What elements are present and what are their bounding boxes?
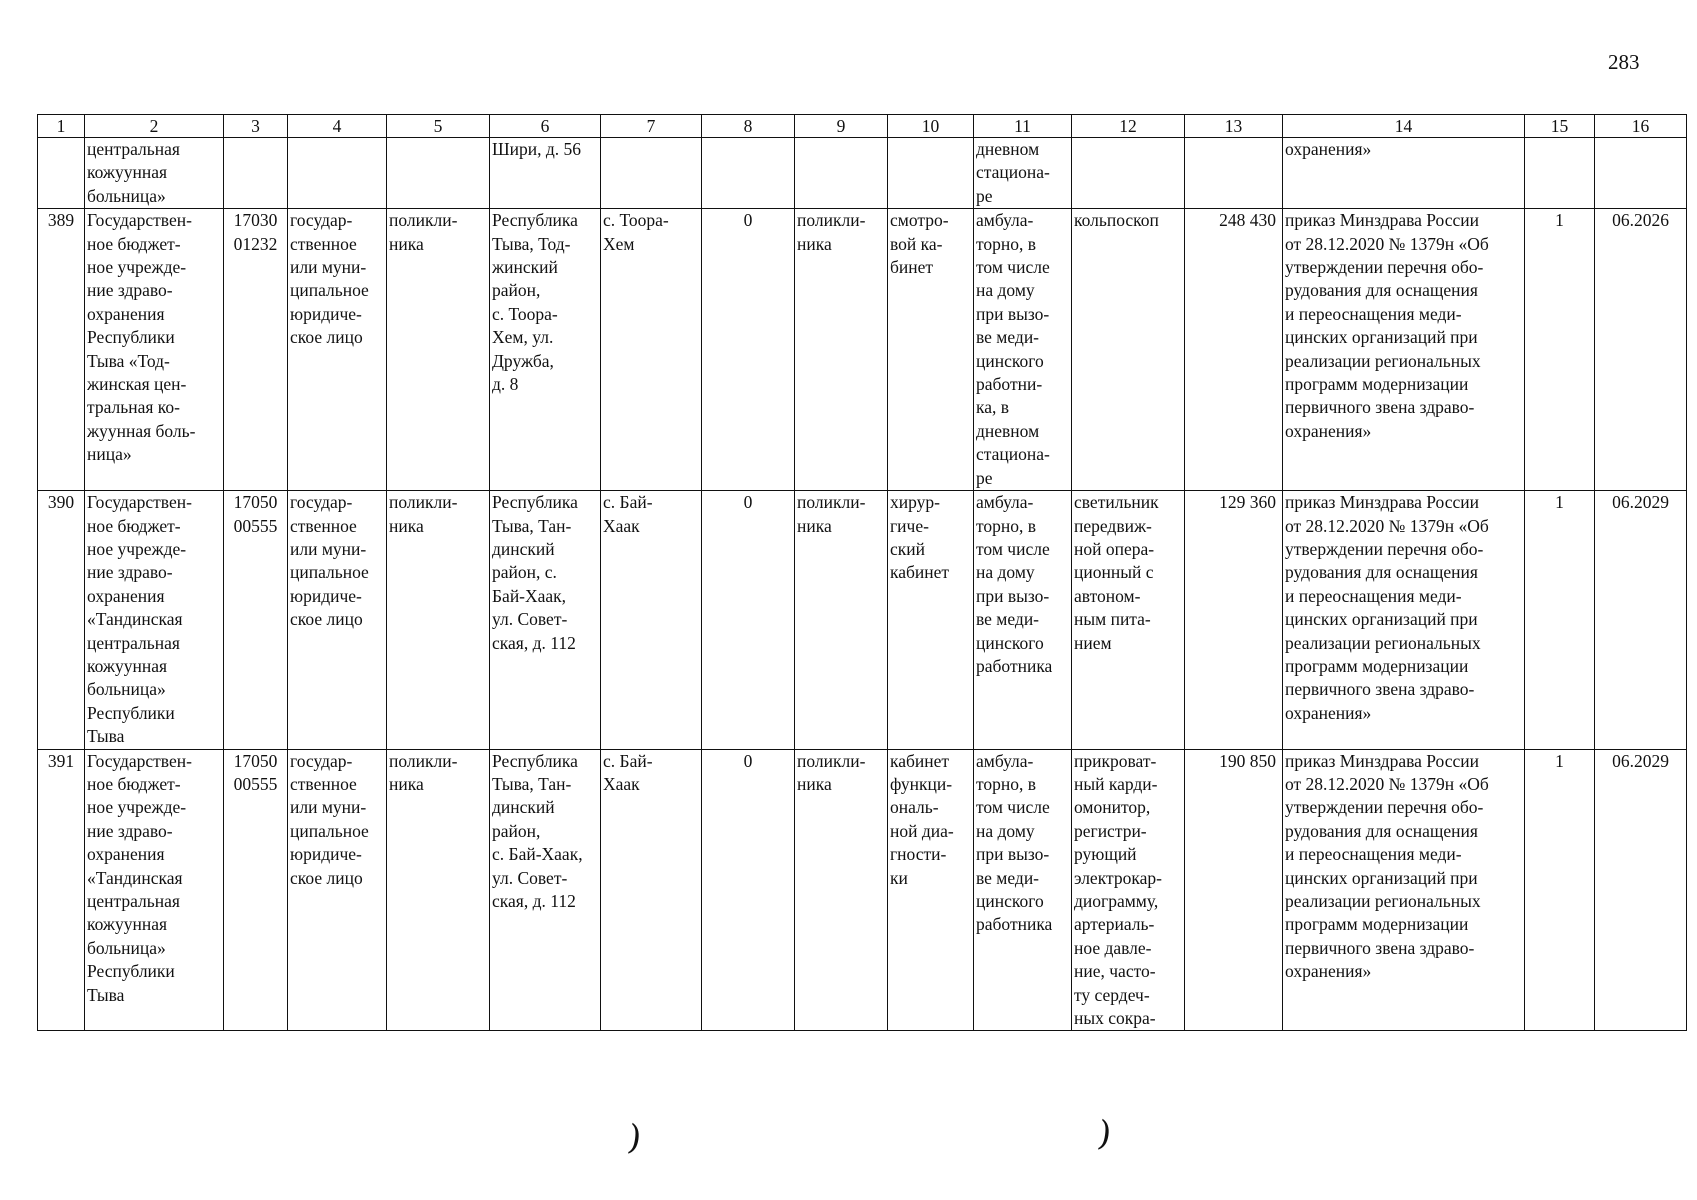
table-header-row <box>38 115 1687 138</box>
cell-code <box>224 138 288 209</box>
cell-subdivision <box>795 138 888 209</box>
cell-deadline: 06.2029 <box>1595 749 1687 1031</box>
cell-organization-name: центральная кожуунная больница» <box>85 138 224 209</box>
cell-organization-name: Государствен- ное бюджет- ное учрежде- ние здраво- охранения «Тандинская центральная кожуунная больница» Республики Тыва <box>85 749 224 1031</box>
table-row <box>38 138 1687 209</box>
header-cell-1: 1 <box>38 115 85 138</box>
cell-address: Республика Тыва, Тан- динский район, с. Бай-Хаак, ул. Совет- ская, д. 112 <box>490 491 601 749</box>
cell-locality: с. Бай- Хаак <box>601 491 702 749</box>
cell-locality <box>601 138 702 209</box>
cell-address: Шири, д. 56 <box>490 138 601 209</box>
header-cell-16: 16 <box>1595 115 1687 138</box>
cell-equipment: светильник передвиж- ной опера- ционный с автоном- ным пита- нием <box>1072 491 1185 749</box>
cell-care-conditions: амбула- торно, в том числе на дому при вызо- ве меди- цинского работни- ка, в дневном стациона- ре <box>974 209 1072 491</box>
cell-room: кабинет функци- ональ- ной диа- гности- ки <box>888 749 974 1031</box>
cell-locality: с. Тоора- Хем <box>601 209 702 491</box>
cell-legal-form: государ- ственное или муни- ципальное юридиче- ское лицо <box>288 749 387 1031</box>
cell-value-col8: 0 <box>702 749 795 1031</box>
equipment-table <box>37 114 1687 1031</box>
header-cell-10: 10 <box>888 115 974 138</box>
page-number: 283 <box>1608 50 1640 74</box>
cell-legal-basis: приказ Минздрава России от 28.12.2020 № 1379н «Об утверждении перечня обо- рудования для оснащения и переоснащения меди- цинских организаций при реализации региональных программ модернизации первичного звена здраво- охранения» <box>1283 209 1525 491</box>
cell-code: 17050 00555 <box>224 749 288 1031</box>
cell-subdivision: поликли- ника <box>795 491 888 749</box>
cell-price <box>1185 138 1283 209</box>
cell-room <box>888 138 974 209</box>
cell-address: Республика Тыва, Тод- жинский район, с. Тоора- Хем, ул. Дружба, д. 8 <box>490 209 601 491</box>
header-cell-15: 15 <box>1525 115 1595 138</box>
cell-locality: с. Бай- Хаак <box>601 749 702 1031</box>
cell-row-number: 391 <box>38 749 85 1031</box>
header-cell-6: 6 <box>490 115 601 138</box>
header-cell-5: 5 <box>387 115 490 138</box>
cell-room: смотро- вой ка- бинет <box>888 209 974 491</box>
header-cell-8: 8 <box>702 115 795 138</box>
cell-unit-type: поликли- ника <box>387 749 490 1031</box>
cell-row-number: 390 <box>38 491 85 749</box>
cell-price: 248 430 <box>1185 209 1283 491</box>
cell-value-col8 <box>702 138 795 209</box>
cell-room: хирур- гиче- ский кабинет <box>888 491 974 749</box>
cell-care-conditions: амбула- торно, в том числе на дому при вызо- ве меди- цинского работника <box>974 491 1072 749</box>
pen-mark-left: ) <box>625 1117 644 1159</box>
cell-equipment <box>1072 138 1185 209</box>
cell-quantity: 1 <box>1525 491 1595 749</box>
header-cell-14: 14 <box>1283 115 1525 138</box>
cell-legal-basis: приказ Минздрава России от 28.12.2020 № 1379н «Об утверждении перечня обо- рудования для оснащения и переоснащения меди- цинских организаций при реализации региональных программ модернизации первичного звена здраво- охранения» <box>1283 491 1525 749</box>
table-row <box>38 209 1687 491</box>
cell-care-conditions: дневном стациона- ре <box>974 138 1072 209</box>
cell-row-number <box>38 138 85 209</box>
cell-price: 190 850 <box>1185 749 1283 1031</box>
cell-deadline: 06.2026 <box>1595 209 1687 491</box>
cell-subdivision: поликли- ника <box>795 749 888 1031</box>
cell-price: 129 360 <box>1185 491 1283 749</box>
cell-legal-form <box>288 138 387 209</box>
header-cell-13: 13 <box>1185 115 1283 138</box>
cell-deadline <box>1595 138 1687 209</box>
cell-legal-form: государ- ственное или муни- ципальное юридиче- ское лицо <box>288 491 387 749</box>
cell-unit-type: поликли- ника <box>387 209 490 491</box>
header-cell-9: 9 <box>795 115 888 138</box>
cell-care-conditions: амбула- торно, в том числе на дому при вызо- ве меди- цинского работника <box>974 749 1072 1031</box>
header-cell-3: 3 <box>224 115 288 138</box>
table-row <box>38 491 1687 749</box>
cell-equipment: прикроват- ный карди- омонитор, регистри- рующий электрокар- диограмму, артериаль- ное давле- ние, часто- ту сердеч- ных сокра- <box>1072 749 1185 1031</box>
cell-deadline: 06.2029 <box>1595 491 1687 749</box>
header-cell-4: 4 <box>288 115 387 138</box>
header-cell-12: 12 <box>1072 115 1185 138</box>
header-cell-11: 11 <box>974 115 1072 138</box>
cell-legal-basis: приказ Минздрава России от 28.12.2020 № 1379н «Об утверждении перечня обо- рудования для оснащения и переоснащения меди- цинских организаций при реализации региональных программ модернизации первичного звена здраво- охранения» <box>1283 749 1525 1031</box>
cell-value-col8: 0 <box>702 491 795 749</box>
cell-organization-name: Государствен- ное бюджет- ное учрежде- ние здраво- охранения «Тандинская центральная кожуунная больница» Республики Тыва <box>85 491 224 749</box>
cell-code: 17030 01232 <box>224 209 288 491</box>
cell-code: 17050 00555 <box>224 491 288 749</box>
cell-equipment: кольпоскоп <box>1072 209 1185 491</box>
cell-subdivision: поликли- ника <box>795 209 888 491</box>
cell-quantity <box>1525 138 1595 209</box>
table-row <box>38 749 1687 1031</box>
cell-unit-type <box>387 138 490 209</box>
cell-unit-type: поликли- ника <box>387 491 490 749</box>
cell-address: Республика Тыва, Тан- динский район, с. Бай-Хаак, ул. Совет- ская, д. 112 <box>490 749 601 1031</box>
cell-legal-basis: охранения» <box>1283 138 1525 209</box>
cell-organization-name: Государствен- ное бюджет- ное учрежде- ние здраво- охранения Республики Тыва «Тод- жинская цен- тральная ко- жуунная боль- ница» <box>85 209 224 491</box>
pen-mark-right: ) <box>1095 1113 1114 1155</box>
cell-value-col8: 0 <box>702 209 795 491</box>
cell-legal-form: государ- ственное или муни- ципальное юридиче- ское лицо <box>288 209 387 491</box>
header-cell-2: 2 <box>85 115 224 138</box>
cell-row-number: 389 <box>38 209 85 491</box>
cell-quantity: 1 <box>1525 749 1595 1031</box>
cell-quantity: 1 <box>1525 209 1595 491</box>
header-cell-7: 7 <box>601 115 702 138</box>
